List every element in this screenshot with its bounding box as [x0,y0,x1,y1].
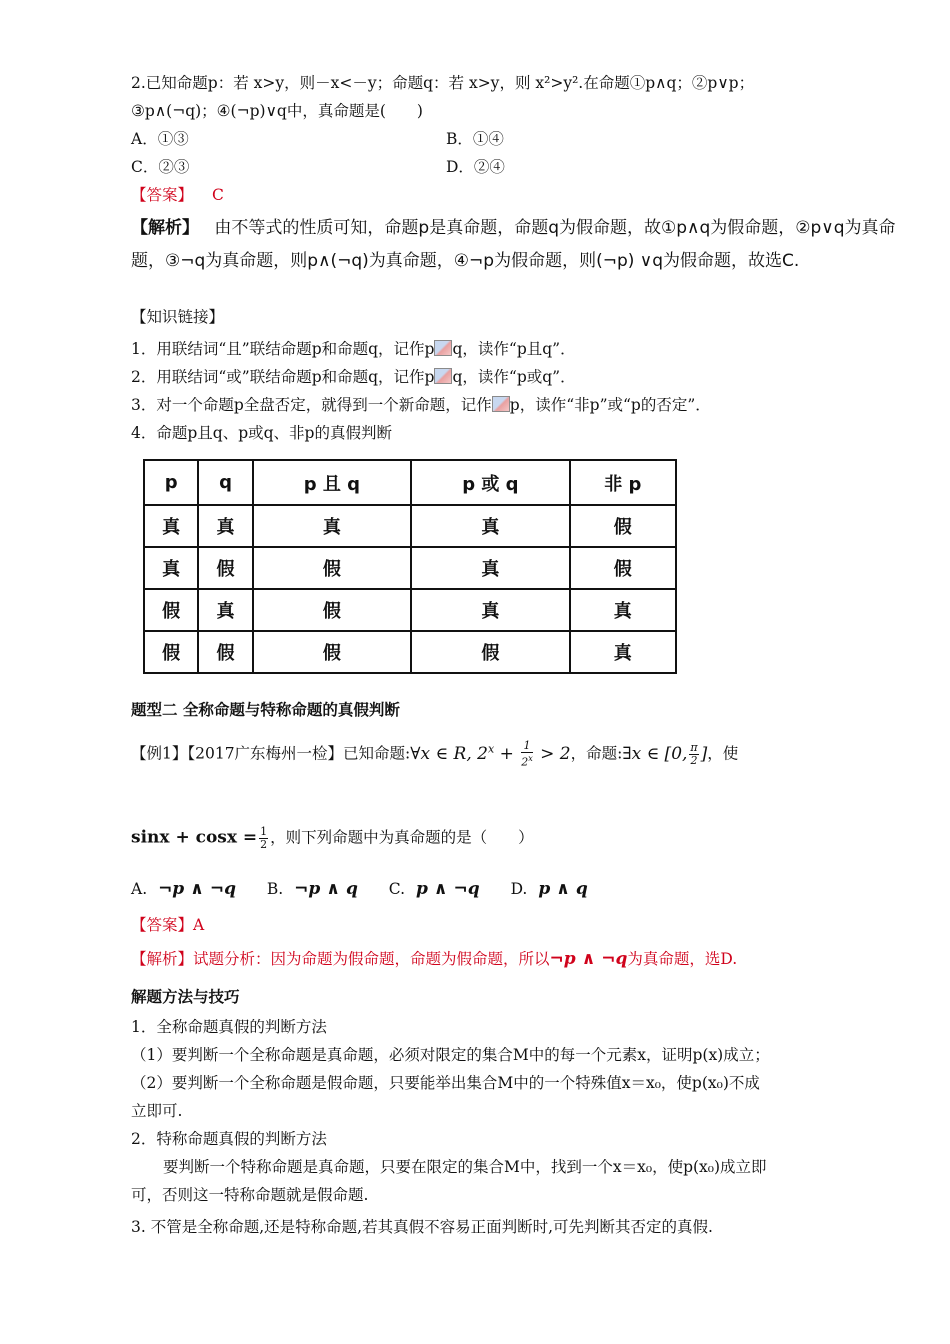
option-b-label: B. [266,880,284,898]
table-cell: 假 [144,589,198,631]
q2-line1: 2.已知命题p：若 x>y，则－x<－y；命题q：若 x>y，则 x²>y².在命题①p∧q；②p∨p； [131,74,755,92]
analysis-text-1: 由不等式的性质可知，命题p是真命题，命题q为假命题，故①p∧q为假命题，②p∨q为真命 [214,218,896,238]
example-options [131,878,588,900]
fraction-pi-over-2: $\frac{\pi}{2}$ [690,740,698,767]
q2-analysis-line2: 题，③¬q为真命题，则p∧(¬q)为真命题，④¬p为假命题，则(¬p) ∨q为假命题，故选C. [131,251,800,271]
example-prefix: 【例1】【2017广东梅州一检】已知命题: [131,744,411,763]
table-cell: 假 [253,547,411,589]
table-row [144,589,676,631]
q2-option-c: C．②③ [131,158,190,176]
link-item-1 [131,338,576,360]
q2-line2: ③p∧(¬q)；④(¬p)∨q中，真命题是( ) [131,102,423,120]
answer-tag: 【答案】 [131,186,194,204]
methods-title: 解题方法与技巧 [131,988,240,1006]
table-cell: 假 [198,631,252,673]
table-cell: 假 [198,547,252,589]
example-analysis-math: ¬p ∧ ¬q [549,949,628,969]
table-row [144,505,676,547]
method-2: 2．特称命题真假的判断方法 [131,1130,327,1148]
table-cell: 假 [570,547,676,589]
table-cell: 假 [253,589,411,631]
broken-image-icon [434,340,452,356]
table-header-cell: q [198,460,252,505]
link-item-3 [131,394,711,416]
table-cell: 真 [144,505,198,547]
q2-analysis-line1 [131,217,896,239]
table-header-row [144,460,676,505]
fraction-1-over-2x: $\frac{1}{2^x}$ [521,738,533,769]
example-1-line2 [131,826,534,851]
table-header-cell: p [144,460,198,505]
link-item-3-b: p，读作“非p”或“p的否定”． [509,396,711,414]
q2-option-a: A．①③ [131,130,189,148]
table-cell: 假 [411,631,569,673]
table-cell: 真 [411,547,569,589]
example-line2-text: ，则下列命题中为真命题的是（ ） [270,828,534,847]
truth-table [143,459,677,674]
method-2a-line1: 要判断一个特称命题是真命题，只要在限定的集合M中，找到一个x＝x₀，使p(x₀)成立即 [163,1158,767,1176]
link-item-1-a: 1．用联结词“且”联结命题p和命题q，记作p [131,340,435,358]
table-cell: 真 [198,505,252,547]
fraction-1-over-2: $\frac{1}{2}$ [260,825,268,851]
method-1b-line2: 立即可. [131,1102,183,1120]
analysis-tag: 【解析】 [131,218,199,238]
example-mid: ，命题: [570,744,623,763]
option-d-label: D. [510,880,528,898]
link-item-1-b: q，读作“p且q”． [452,340,576,358]
example-analysis [131,948,737,970]
option-a: ¬p ∧ ¬q [158,879,236,899]
table-cell: 假 [144,631,198,673]
table-row [144,547,676,589]
table-cell: 真 [570,631,676,673]
example-math-1: ∀x ∈ R, $2^x$ + $\frac{1}{2^x}$ > 2 [410,738,571,769]
table-header-cell: p 或 q [411,460,569,505]
q2-option-b: B．①④ [446,130,504,148]
sin-cos-expression: sinx + cosx = [131,827,258,848]
link-item-3-a: 3．对一个命题p全盘否定，就得到一个新命题，记作 [131,396,492,414]
option-d: p ∧ q [538,879,588,899]
example-answer: 【答案】A [131,916,205,934]
option-c-label: C. [388,880,406,898]
example-analysis-a: 【解析】试题分析：因为命题为假命题，命题为假命题，所以 [131,950,550,968]
table-cell: 假 [570,505,676,547]
example-analysis-b: 为真命题，选D. [627,950,738,968]
broken-image-icon [492,396,510,412]
method-3: 3. 不管是全称命题,还是特称命题,若其真假不容易正面判断时,可先判断其否定的真假. [131,1218,713,1236]
example-end: ，使 [707,744,739,763]
method-2a-line2: 可，否则这一特称命题就是假命题. [131,1186,369,1204]
table-cell: 真 [253,505,411,547]
table-header-cell: p 且 q [253,460,411,505]
link-item-2 [131,366,576,388]
link-item-4: 4．命题p且q、p或q、非p的真假判断 [131,424,392,442]
method-1a: （1）要判断一个全称命题是真命题，必须对限定的集合M中的每一个元素x，证明p(x)成立； [131,1046,770,1064]
type2-title: 题型二 全称命题与特称命题的真假判断 [131,701,400,719]
link-item-2-a: 2．用联结词“或”联结命题p和命题q，记作p [131,368,435,386]
table-cell: 真 [144,547,198,589]
method-1: 1．全称命题真假的判断方法 [131,1018,327,1036]
method-1b-line1: （2）要判断一个全称命题是假命题，只要能举出集合M中的一个特殊值x＝x₀，使p(x₀)不成 [131,1074,760,1092]
q2-option-d: D．②④ [446,158,505,176]
broken-image-icon [434,368,452,384]
forall-expression: ∀x ∈ R, 2 [410,743,488,764]
example-math-2: ∃x ∈ [0, $\frac{\pi}{2}$ ] [622,740,708,767]
link-item-2-b: q，读作“p或q”． [452,368,576,386]
link-title: 【知识链接】 [131,308,225,326]
table-cell: 真 [411,505,569,547]
q2-answer [131,184,224,206]
table-cell: 真 [570,589,676,631]
exists-expression: ∃x ∈ [0, [622,743,688,764]
table-header-cell: 非 p [570,460,676,505]
option-c: p ∧ ¬q [415,879,480,899]
table-row [144,631,676,673]
table-cell: 真 [198,589,252,631]
option-a-label: A. [131,880,148,898]
answer-value: C [211,186,224,204]
option-b: ¬p ∧ q [294,879,358,899]
example-1-line1 [131,738,738,768]
table-cell: 假 [253,631,411,673]
table-cell: 真 [411,589,569,631]
